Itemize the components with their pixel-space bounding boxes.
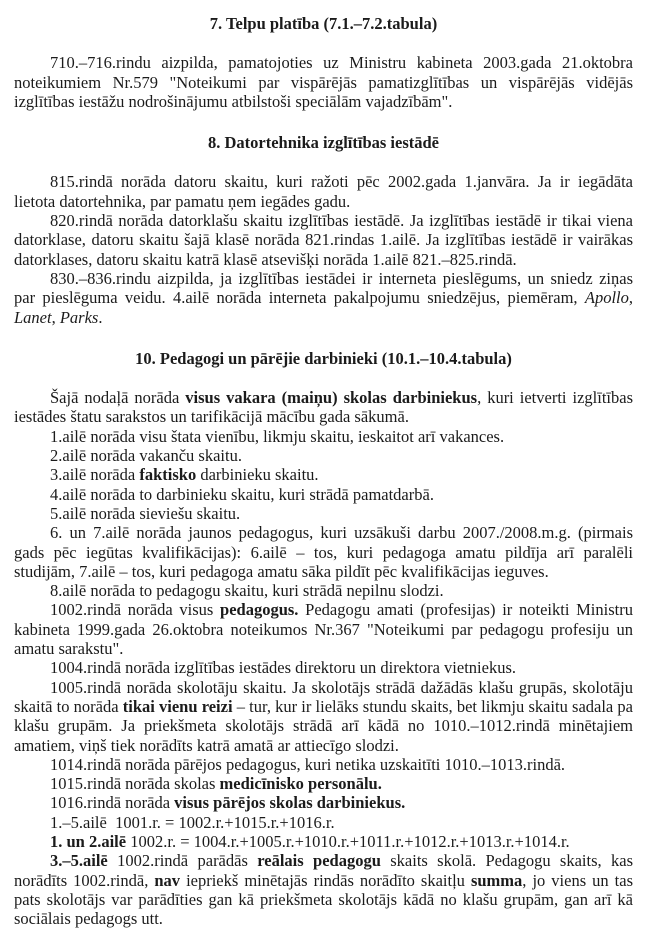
text-run: – tur, kur ir lielāks stundu skaits, bet likmju skaitu sadala pa klašu grupām. Ja priekšmeta skolotājs strādā arī kādā no 1010.–1012.rindā minētajiem amatiem, viņš tiek norādīts katrā amatā ar attiecīgo slodzi.	[14, 696, 634, 755]
text-run: 1. un 2.ailē	[50, 831, 127, 851]
paragraph	[14, 813, 633, 832]
text-run: 3.–5.ailē	[50, 851, 108, 871]
text-run: 1005.rindā norāda skolotāju skaitu. Ja skolotājs strādā dažādās klašu grupās, skolotāju skaitā to norāda	[14, 677, 633, 716]
text-run: 8. Datortehnika izglītības iestādē	[208, 133, 439, 153]
text-run: 710.–716.rindu aizpilda, pamatojoties uz Ministru kabineta 2003.gada 21.oktobra noteikumiem Nr.579 "Noteikumi par vispārējās pamatizglītības un vispārējās vidējās izglītības iestāžu nodrošinājumu atbilstoši speciālām vajadzībām".	[14, 53, 633, 111]
section-heading	[14, 14, 633, 33]
text-run: pedagogus.	[220, 600, 299, 620]
document-body	[14, 14, 633, 928]
text-run: 5.ailē norāda sieviešu skaitu.	[50, 503, 241, 523]
text-run: 1.ailē norāda visu štata vienību, likmju skaitu, ieskaitot arī vakances.	[50, 426, 505, 446]
text-run: Pedagogu amati (profesijas) ir noteikti Ministru kabineta 1999.gada 26.oktobra noteikumos Nr.367 "Noteikumi par pedagogu profesiju un amatu sarakstu".	[14, 600, 633, 659]
paragraph	[14, 678, 633, 755]
text-run: 3.ailē norāda	[50, 465, 140, 485]
paragraph	[14, 600, 633, 658]
text-run: visus vakara (maiņu) skolas darbiniekus	[185, 388, 478, 408]
text-run: iepriekš minētajās rindās norādīto skaitļu	[180, 870, 471, 890]
paragraph	[14, 446, 633, 465]
paragraph	[14, 793, 633, 812]
text-run: , kuri ietverti izglītības iestādes štatu sarakstos un tarifikācijā mācību gada sākumā.	[14, 388, 633, 427]
text-run: 6. un 7.ailē norāda jaunos pedagogus, kuri uzsākuši darbu 2007./2008.m.g. (pirmais gads pēc iegūtas kvalifikācijas): 6.ailē – tos, kuri pedagoga amatu pildīja arī paralēli studijām, 7.ailē – tos, kuri pedagoga amatu sāka pildīt pēc kvalifikācijas ieguves.	[14, 523, 633, 581]
text-run: 1002.rindā parādās	[107, 851, 258, 871]
text-run: reālais pedagogu	[257, 851, 381, 871]
text-run: 2.ailē norāda vakanču skaitu.	[50, 446, 242, 466]
paragraph	[14, 172, 633, 211]
text-run: Šajā nodaļā norāda	[50, 388, 186, 408]
text-run: Apollo	[584, 288, 629, 308]
text-run: nav	[154, 870, 181, 890]
text-run: 1016.rindā norāda	[50, 793, 175, 813]
paragraph	[14, 755, 633, 774]
text-run: ,	[51, 307, 60, 327]
paragraph	[14, 427, 633, 446]
text-run: .	[98, 307, 103, 327]
text-run: 1015.rindā norāda skolas	[50, 774, 220, 794]
text-run: 1.–5.ailē 1001.r. = 1002.r.+1015.r.+1016.r.	[50, 812, 335, 832]
paragraph	[14, 851, 633, 928]
paragraph	[14, 485, 633, 504]
paragraph	[14, 388, 633, 427]
paragraph	[14, 774, 633, 793]
text-run: , jo viens un tas pats skolotājs var parādīties gan kā priekšmeta skolotājs kādā no klašu grupām, gan arī kā sociālais pedagogs utt.	[14, 870, 633, 928]
text-run: 815.rindā norāda datoru skaitu, kuri ražoti pēc 2002.gada 1.janvāra. Ja ir iegādāta lietota datortehnika, par pamatu ņem iegādes gadu.	[14, 172, 633, 211]
text-run: skaits skolā. Pedagogu skaits, kas norādīts 1002.rindā,	[14, 851, 633, 890]
text-run: 7. Telpu platība (7.1.–7.2.tabula)	[209, 14, 438, 33]
text-run: visus pārējos skolas darbiniekus.	[174, 793, 406, 813]
paragraph	[14, 53, 633, 111]
text-run: 1004.rindā norāda izglītības iestādes direktoru un direktora vietniekus.	[50, 658, 516, 678]
text-run: 820.rindā norāda datorklašu skaitu izglītības iestādē. Ja izglītības iestādē ir tikai viena datorklase, datoru skaitu šajā klasē norāda 821.rindas 1.ailē. Ja izglītības iestādē ir vairākas datorklases, datoru skaitu katrā klasē atsevišķi norāda 1.ailē 821.–825.rindā.	[14, 211, 633, 269]
text-run: 8.ailē norāda to pedagogu skaitu, kuri strādā nepilnu slodzi.	[50, 581, 444, 601]
paragraph	[14, 523, 633, 581]
text-run: faktisko	[139, 465, 197, 485]
text-run: Lanet	[14, 307, 52, 327]
text-run: medicīnisko personālu.	[219, 774, 382, 794]
text-run: summa	[470, 870, 523, 890]
paragraph	[14, 465, 633, 484]
text-run: 1002.rindā norāda visus	[50, 600, 221, 620]
text-run: 4.ailē norāda to darbinieku skaitu, kuri strādā pamatdarbā.	[50, 484, 434, 504]
paragraph	[14, 658, 633, 677]
text-run: Parks	[59, 307, 99, 327]
text-run: 1002.r. = 1004.r.+1005.r.+1010.r.+1011.r.+1012.r.+1013.r.+1014.r.	[126, 831, 570, 851]
section-heading	[14, 133, 633, 152]
paragraph	[14, 211, 633, 269]
section-heading	[14, 349, 633, 368]
paragraph	[14, 504, 633, 523]
paragraph	[14, 832, 633, 851]
text-run: 10. Pedagogi un pārējie darbinieki (10.1.–10.4.tabula)	[135, 348, 512, 368]
text-run: 1014.rindā norāda pārējos pedagogus, kuri netika uzskaitīti 1010.–1013.rindā.	[50, 754, 566, 774]
text-run: tikai vienu reizi	[122, 696, 233, 716]
text-run: darbinieku skaitu.	[196, 465, 319, 485]
text-run: ,	[628, 288, 633, 308]
text-run: 830.–836.rindu aizpilda, ja izglītības iestādei ir interneta pieslēgums, un sniedz ziņas par pieslēguma veidu. 4.ailē norāda interneta pakalpojumu sniedzējus, piemēram,	[14, 268, 633, 308]
paragraph	[14, 269, 633, 327]
paragraph	[14, 581, 633, 600]
